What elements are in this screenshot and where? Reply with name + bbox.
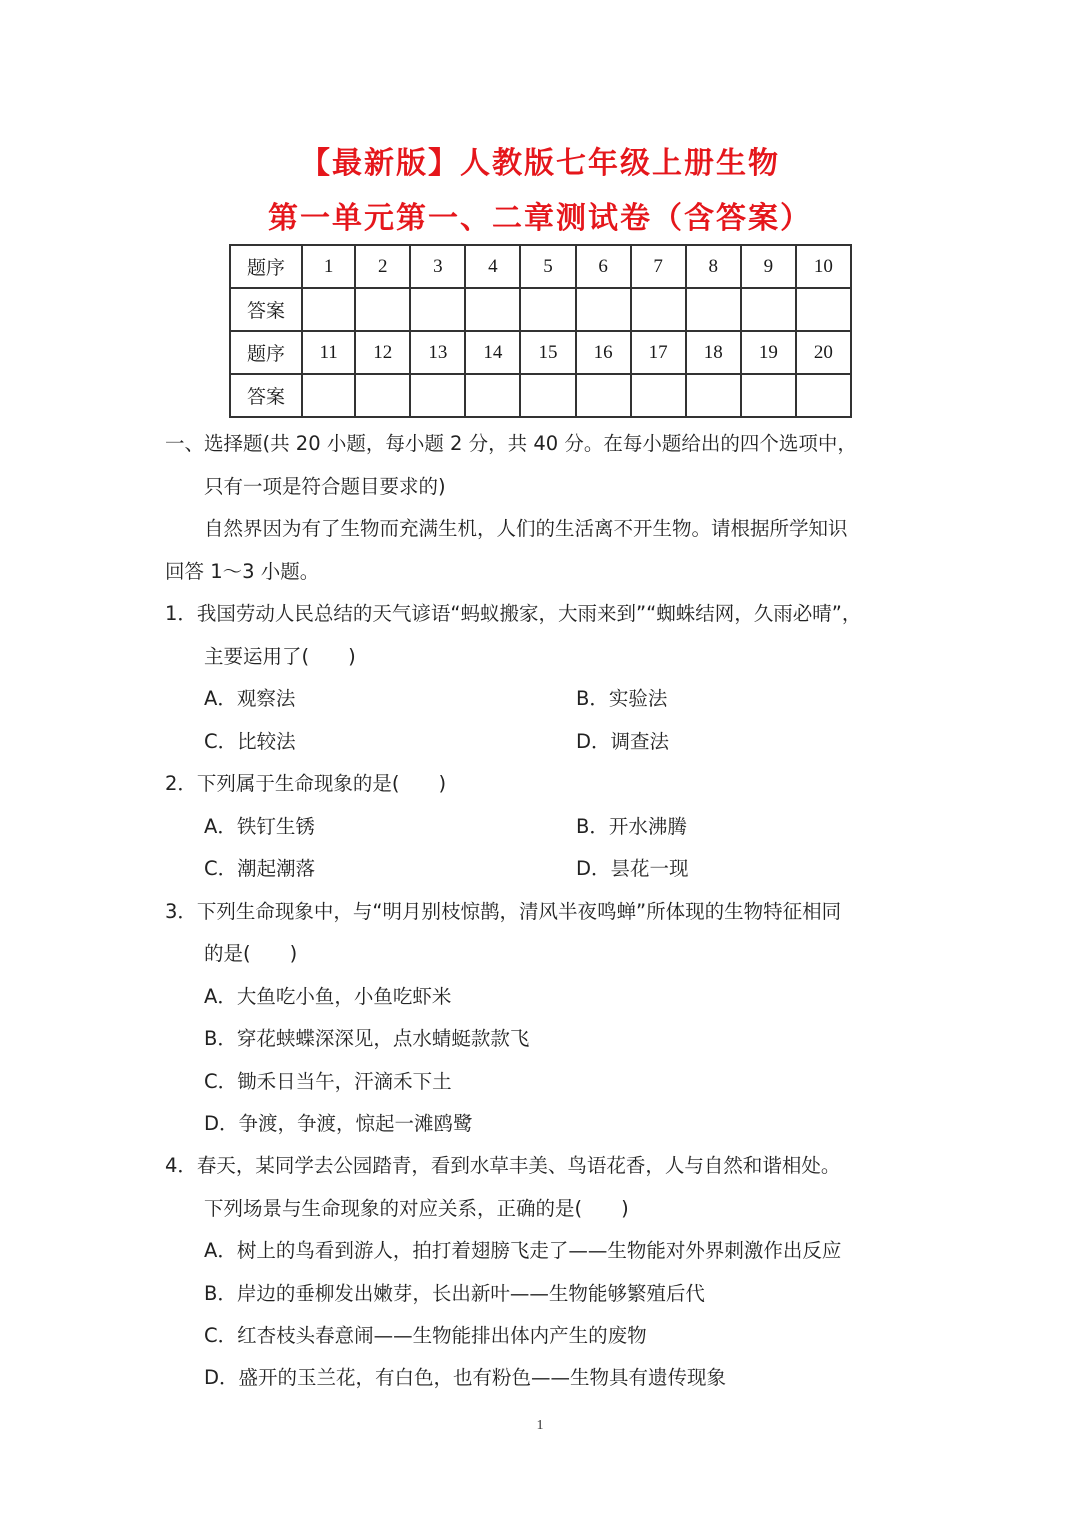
answer-cell bbox=[302, 288, 355, 331]
question-4-stem: 4．春天，某同学去公园踏青，看到水草丰美、鸟语花香，人与自然和谐相处。 bbox=[165, 1154, 841, 1177]
row-label: 题序 bbox=[230, 245, 302, 288]
question-2-stem: 2．下列属于生命现象的是( ) bbox=[165, 772, 447, 795]
answer-cell bbox=[410, 288, 465, 331]
answer-cell bbox=[741, 288, 796, 331]
answer-cell bbox=[796, 374, 851, 417]
answer-cell bbox=[796, 288, 851, 331]
question-number: 7 bbox=[631, 245, 686, 288]
section-intro-cont: 回答 1～3 小题。 bbox=[165, 560, 320, 583]
question-number: 10 bbox=[796, 245, 851, 288]
question-number: 18 bbox=[686, 331, 741, 374]
question-2-option-b: B．开水沸腾 bbox=[576, 815, 687, 838]
answer-cell bbox=[355, 374, 410, 417]
doc-title-line2: 第一单元第一、二章测试卷（含答案） bbox=[268, 201, 812, 236]
answer-cell bbox=[465, 374, 520, 417]
question-4-option-d: D．盛开的玉兰花，有白色，也有粉色——生物具有遗传现象 bbox=[204, 1366, 727, 1389]
answer-cell bbox=[520, 288, 575, 331]
question-number: 14 bbox=[465, 331, 520, 374]
question-number: 4 bbox=[465, 245, 520, 288]
question-number: 19 bbox=[741, 331, 796, 374]
answer-cell bbox=[576, 374, 631, 417]
answer-cell bbox=[631, 288, 686, 331]
question-number: 20 bbox=[796, 331, 851, 374]
question-number: 8 bbox=[686, 245, 741, 288]
answer-cell bbox=[355, 288, 410, 331]
row-label: 答案 bbox=[230, 288, 302, 331]
answer-grid-table bbox=[229, 244, 852, 418]
question-number: 13 bbox=[410, 331, 465, 374]
table-row bbox=[230, 374, 851, 417]
question-1-option-c: C．比较法 bbox=[204, 730, 296, 753]
table-row bbox=[230, 331, 851, 374]
doc-title-line1: 【最新版】人教版七年级上册生物 bbox=[300, 146, 780, 181]
answer-cell bbox=[520, 374, 575, 417]
question-number: 15 bbox=[520, 331, 575, 374]
question-4-stem-cont: 下列场景与生命现象的对应关系，正确的是( ) bbox=[204, 1197, 629, 1220]
answer-cell bbox=[741, 374, 796, 417]
row-label: 答案 bbox=[230, 374, 302, 417]
question-4-option-a: A．树上的鸟看到游人，拍打着翅膀飞走了——生物能对外界刺激作出反应 bbox=[204, 1239, 842, 1262]
question-number: 16 bbox=[576, 331, 631, 374]
row-label: 题序 bbox=[230, 331, 302, 374]
question-3-option-b: B．穿花蛱蝶深深见，点水蜻蜓款款飞 bbox=[204, 1027, 530, 1050]
section-intro: 自然界因为有了生物而充满生机，人们的生活离不开生物。请根据所学知识 bbox=[204, 517, 848, 540]
section-heading: 一、选择题(共 20 小题，每小题 2 分，共 40 分。在每小题给出的四个选项中， bbox=[165, 432, 857, 455]
question-3-option-a: A．大鱼吃小鱼，小鱼吃虾米 bbox=[204, 985, 452, 1008]
table-row bbox=[230, 288, 851, 331]
question-1-option-d: D．调查法 bbox=[576, 730, 670, 753]
question-3-stem-cont: 的是( ) bbox=[204, 942, 298, 965]
question-1-stem-cont: 主要运用了( ) bbox=[204, 645, 356, 668]
answer-cell bbox=[686, 288, 741, 331]
answer-cell bbox=[465, 288, 520, 331]
question-2-option-c: C．潮起潮落 bbox=[204, 857, 316, 880]
question-number: 12 bbox=[355, 331, 410, 374]
answer-cell bbox=[631, 374, 686, 417]
question-number: 9 bbox=[741, 245, 796, 288]
answer-cell bbox=[302, 374, 355, 417]
question-number: 17 bbox=[631, 331, 686, 374]
question-2-option-d: D．昙花一现 bbox=[576, 857, 689, 880]
question-number: 11 bbox=[302, 331, 355, 374]
question-1-option-b: B．实验法 bbox=[576, 687, 668, 710]
question-4-option-c: C．红杏枝头春意闹——生物能排出体内产生的废物 bbox=[204, 1324, 647, 1347]
answer-cell bbox=[686, 374, 741, 417]
answer-cell bbox=[576, 288, 631, 331]
question-1-option-a: A．观察法 bbox=[204, 687, 296, 710]
question-number: 3 bbox=[410, 245, 465, 288]
question-3-option-d: D．争渡，争渡，惊起一滩鸥鹭 bbox=[204, 1112, 473, 1135]
question-1-stem: 1．我国劳动人民总结的天气谚语“蚂蚁搬家，大雨来到”“蜘蛛结网，久雨必晴”， bbox=[165, 602, 862, 625]
answer-cell bbox=[410, 374, 465, 417]
question-3-stem: 3．下列生命现象中，与“明月别枝惊鹊，清风半夜鸣蝉”所体现的生物特征相同 bbox=[165, 900, 842, 923]
table-row bbox=[230, 245, 851, 288]
question-number: 2 bbox=[355, 245, 410, 288]
question-number: 1 bbox=[302, 245, 355, 288]
question-4-option-b: B．岸边的垂柳发出嫩芽，长出新叶——生物能够繁殖后代 bbox=[204, 1282, 705, 1305]
section-heading-cont: 只有一项是符合题目要求的) bbox=[204, 475, 446, 498]
question-2-option-a: A．铁钉生锈 bbox=[204, 815, 315, 838]
question-number: 6 bbox=[576, 245, 631, 288]
question-3-option-c: C．锄禾日当午，汗滴禾下土 bbox=[204, 1070, 452, 1093]
page-number: 1 bbox=[536, 1418, 544, 1433]
question-number: 5 bbox=[520, 245, 575, 288]
